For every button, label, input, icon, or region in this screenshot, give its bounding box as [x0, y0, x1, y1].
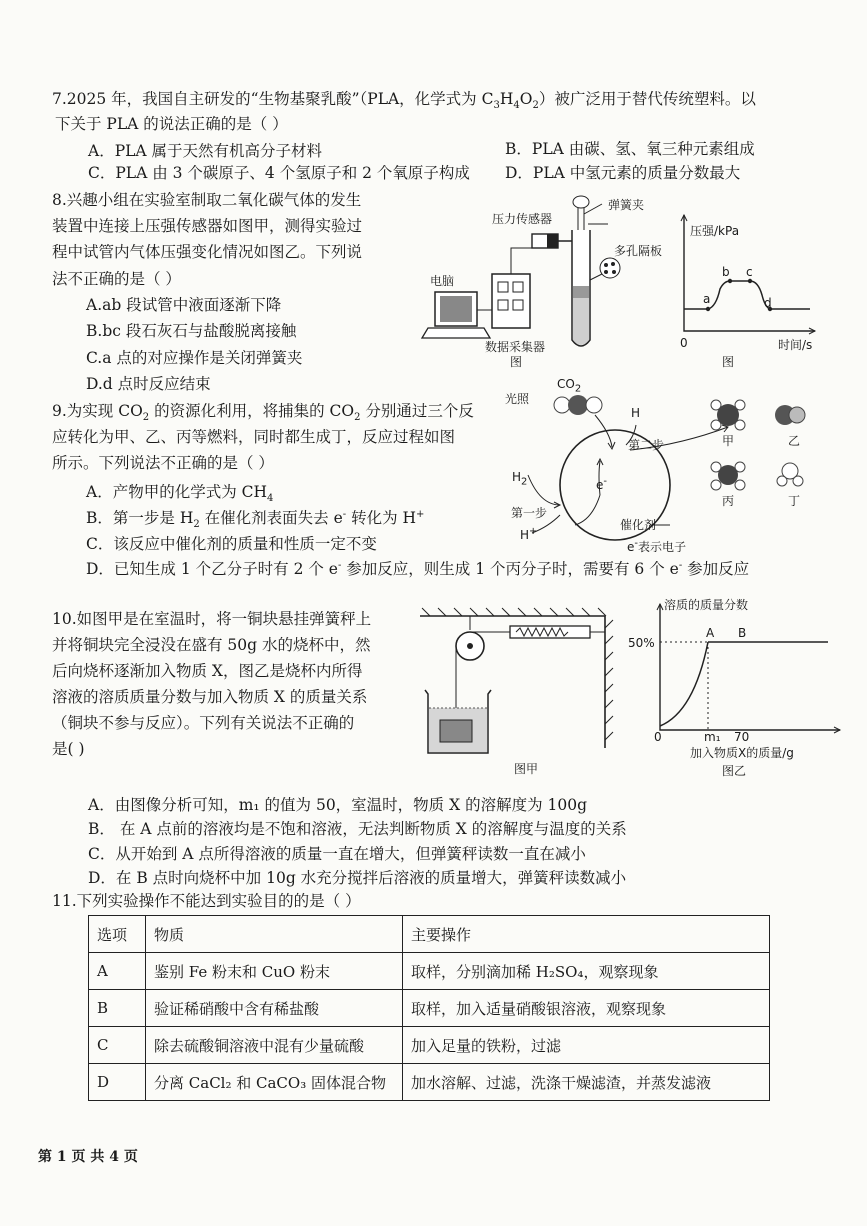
- q8-chart-xlabel: 时间/s: [778, 338, 813, 352]
- q8-chart-origin: 0: [680, 336, 688, 350]
- q9-fig-step1-label: 第一步: [511, 506, 548, 520]
- q10-chart-m1: m₁: [704, 730, 721, 744]
- q8-chart-caption: 图: [722, 355, 735, 369]
- q10-option-d: D．在 B 点时向烧杯中加 10g 水充分搅拌后溶液的质量增大，弹簧秤读数减小: [88, 869, 627, 887]
- q8-option-b: B.bc 段石灰石与盐酸脱离接触: [86, 322, 297, 340]
- q7-option-d: D．PLA 中氢元素的质量分数最大: [505, 164, 741, 182]
- q8-chart-point-c: c: [746, 265, 753, 279]
- q10-solubility-chart: [650, 600, 850, 740]
- q9-fig-ding-label: 丁: [788, 494, 801, 508]
- q9-stem-line3: 所示。下列说法不正确的是（ ）: [52, 454, 274, 472]
- q10-stem-line1: 10.如图甲是在室温时，将一铜块悬挂弹簧秤上: [52, 610, 372, 628]
- q10-chart-caption-yi: 图乙: [722, 764, 747, 778]
- q10-chart-y50: 50%: [628, 636, 655, 650]
- q9-fig-jia-label: 甲: [722, 434, 735, 448]
- table-cell: 取样，分别滴加稀 H₂SO₄，观察现象: [403, 953, 770, 990]
- q7-option-b: B．PLA 由碳、氢、氧三种元素组成: [505, 140, 755, 158]
- table-header-operation: 主要操作: [403, 916, 770, 953]
- q9-fig-step2-label: 第二步: [628, 438, 665, 452]
- q10-stem-line4: 溶液的溶质质量分数与加入物质 X 的质量关系: [52, 688, 368, 706]
- table-cell: 加水溶解、过滤，洗涤干燥滤渣，并蒸发滤液: [403, 1064, 770, 1101]
- q9-option-c: C．该反应中催化剂的质量和性质一定不变: [86, 535, 377, 553]
- table-cell: 鉴别 Fe 粉末和 CuO 粉末: [146, 953, 403, 990]
- q10-chart-xlabel: 加入物质X的质量/g: [690, 746, 794, 760]
- table-cell: 除去硫酸铜溶液中混有少量硫酸: [146, 1027, 403, 1064]
- q9-option-d: D．已知生成 1 个乙分子时有 2 个 e- 参加反应，则生成 1 个丙分子时，需要有 6 个 e- 参加反应: [86, 559, 750, 578]
- q8-fig-plate-label: 多孔隔板: [614, 244, 663, 258]
- table-row: [89, 1064, 770, 1101]
- q8-option-a: A.ab 段试管中液面逐渐下降: [86, 296, 282, 314]
- q9-fig-light-label: 光照: [505, 392, 530, 406]
- q9-fig-legend: e-表示电子: [627, 538, 687, 554]
- q8-stem-line4: 法不正确的是（ ）: [52, 270, 181, 288]
- q11-stem: 11.下列实验操作不能达到实验目的的是（ ）: [52, 892, 361, 910]
- q8-fig-clamp-label: 弹簧夹: [608, 198, 645, 212]
- q10-stem-line5: （铜块不参与反应）。下列有关说法不正确的: [52, 714, 355, 732]
- q8-fig-computer-label: 电脑: [430, 274, 455, 288]
- q10-fig-caption-jia: 图甲: [514, 762, 539, 776]
- q10-stem-line6: 是( ): [52, 740, 85, 758]
- q9-option-b: B．第一步是 $H_2$ 在催化剂表面失去 e- 转化为 H+: [86, 508, 425, 531]
- q9-fig-electron-label: e-: [596, 476, 607, 492]
- q8-chart-point-b: b: [722, 265, 730, 279]
- q8-chart-point-d: d: [764, 296, 772, 310]
- table-header-row: [89, 916, 770, 953]
- table-cell: A: [89, 953, 146, 990]
- table-cell: C: [89, 1027, 146, 1064]
- q8-stem-line3: 程中试管内气体压强变化情况如图乙。下列说: [52, 243, 363, 261]
- q9-option-a: A．产物甲的化学式为 $CH_4$: [86, 483, 274, 505]
- q8-option-c: C.a 点的对应操作是关闭弹簧夹: [86, 349, 303, 367]
- table-cell: 加入足量的铁粉，过滤: [403, 1027, 770, 1064]
- q9-fig-hplus-label: H+: [520, 526, 538, 542]
- q10-chart-point-a: A: [706, 626, 715, 640]
- table-cell: 验证稀硝酸中含有稀盐酸: [146, 990, 403, 1027]
- q10-option-a: A．由图像分析可知，m₁ 的值为 50，室温时，物质 X 的溶解度为 100g: [88, 796, 588, 814]
- q8-chart-point-a: a: [703, 292, 711, 306]
- q10-option-c: C．从开始到 A 点所得溶液的质量一直在增大，但弹簧秤读数一直在减小: [88, 845, 586, 863]
- q9-fig-h2-label: $H_2$: [512, 470, 528, 488]
- table-cell: 取样，加入适量硝酸银溶液，观察现象: [403, 990, 770, 1027]
- table-header-option: 选项: [89, 916, 146, 953]
- table-row: [89, 953, 770, 990]
- q7-stem-line1: 7.2025 年，我国自主研发的“生物基聚乳酸”（PLA，化学式为 $C_3H_4O_2$）被广泛用于替代传统塑料。以: [52, 90, 756, 112]
- table-row: [89, 1027, 770, 1064]
- table-cell: D: [89, 1064, 146, 1101]
- q10-chart-origin: 0: [654, 730, 662, 744]
- q9-fig-co2-label: $CO_2$: [557, 377, 582, 395]
- page-footer: 第 1 页 共 4 页: [38, 1149, 138, 1165]
- q10-option-b: B． 在 A 点前的溶液均是不饱和溶液，无法判断物质 X 的溶解度与温度的关系: [88, 820, 627, 838]
- table-cell: B: [89, 990, 146, 1027]
- q8-chart-ylabel: 压强/kPa: [690, 224, 740, 238]
- q9-stem-line2: 应转化为甲、乙、丙等燃料，同时都生成丁，反应过程如图: [52, 428, 456, 446]
- q11-options-table: [88, 915, 770, 1101]
- q9-fig-bing-label: 丙: [722, 494, 735, 508]
- q10-stem-line2: 并将铜块完全浸没在盛有 50g 水的烧杯中，然: [52, 636, 371, 654]
- q9-fig-yi-label: 乙: [788, 434, 801, 448]
- q10-chart-x70: 70: [734, 730, 750, 744]
- table-row: [89, 990, 770, 1027]
- q10-stem-line3: 后向烧杯逐渐加入物质 X，图乙是烧杯内所得: [52, 662, 363, 680]
- table-header-substance: 物质: [146, 916, 403, 953]
- q9-fig-catalyst-label: 催化剂: [620, 518, 657, 532]
- q9-fig-h-label: H: [631, 406, 641, 420]
- q8-stem-line2: 装置中连接上压强传感器如图甲，测得实验过: [52, 217, 363, 235]
- q8-fig-sensor-label: 压力传感器: [492, 212, 553, 226]
- q10-chart-point-b: B: [738, 626, 747, 640]
- q7-option-c: C．PLA 由 3 个碳原子、4 个氢原子和 2 个氧原子构成: [88, 164, 470, 182]
- q10-apparatus-figure: [410, 608, 620, 768]
- q9-reaction-figure: [500, 375, 840, 550]
- q7-option-a: A．PLA 属于天然有机高分子材料: [88, 142, 323, 160]
- q9-stem-line1: 9.为实现 $CO_2$ 的资源化利用，将捕集的 $CO_2$ 分别通过三个反: [52, 402, 474, 424]
- q8-fig-caption-left: 图: [510, 355, 523, 369]
- q10-chart-ylabel: 溶质的质量分数: [664, 598, 749, 612]
- q8-option-d: D.d 点时反应结束: [86, 375, 211, 393]
- q8-stem-line1: 8.兴趣小组在实验室制取二氧化碳气体的发生: [52, 191, 362, 209]
- q7-stem-line2: 下关于 PLA 的说法正确的是（ ）: [55, 115, 288, 133]
- q8-fig-collector-label: 数据采集器: [485, 340, 546, 354]
- table-cell: 分离 CaCl₂ 和 CaCO₃ 固体混合物: [146, 1064, 403, 1101]
